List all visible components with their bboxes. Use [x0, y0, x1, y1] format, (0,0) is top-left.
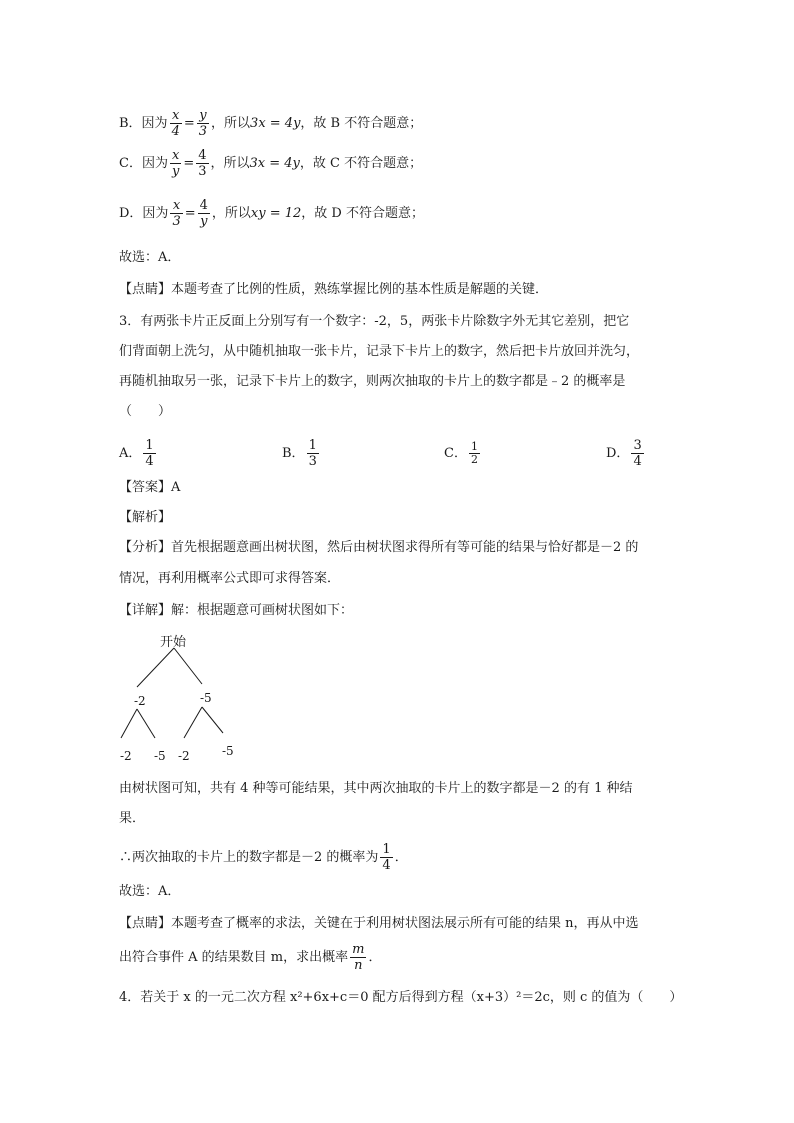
denominator: 4 [171, 124, 180, 139]
numerator: 1 [382, 842, 391, 857]
choice-c [444, 441, 482, 466]
denominator: 4 [145, 454, 154, 469]
analysis-line-2: 情况，再利用概率公式即可求得答案． [119, 571, 341, 586]
denominator: y [200, 214, 208, 229]
result-line-1: 由树状图可知，共有 4 种等可能结果，其中两次抽取的卡片上的数字都是－2 的有 1 种结 [119, 781, 633, 796]
choice-b [282, 438, 321, 469]
fraction [350, 942, 366, 973]
tree-branch [202, 707, 223, 733]
tree-node-label: -5 [200, 691, 212, 705]
tree-branch [137, 709, 155, 738]
numerator: x [170, 148, 181, 164]
choice-label: B． [282, 446, 305, 461]
point-note: 【点睛】本题考查了比例的性质，熟练掌握比例的基本性质是解题的关键． [119, 282, 549, 297]
equals: = [183, 116, 195, 131]
text: ∴两次抽取的卡片上的数字都是－2 的概率为 [119, 850, 379, 865]
numerator: 4 [199, 198, 208, 213]
numerator: 4 [198, 148, 207, 163]
numerator: x [170, 198, 182, 214]
text: ，故 B 不符合题意； [300, 116, 423, 131]
result-line-2: 果． [119, 811, 146, 826]
text: ，所以 [211, 206, 251, 221]
denominator: n [354, 958, 363, 973]
question-3-line-2: 们背面朝上洗匀，从中随机抽取一张卡片，记录下卡片上的数字，然后把卡片放回并洗匀， [119, 344, 640, 359]
tree-leaf-label: -2 [178, 749, 190, 763]
text: ，故 C 不符合题意； [299, 156, 423, 171]
analysis-heading: 【解析】 [119, 510, 172, 525]
fraction [631, 438, 643, 469]
text: ，所以 [210, 156, 250, 171]
denominator: 3 [172, 214, 181, 229]
fraction [143, 438, 155, 469]
denominator: 3 [198, 164, 207, 179]
option-d-explanation [119, 198, 424, 229]
tree-branch [174, 648, 202, 684]
text: ． [368, 950, 382, 965]
answer-line: 【答案】A [119, 480, 181, 495]
detail-line: 【详解】解：根据题意可画树状图如下： [119, 603, 354, 618]
choice-label: A． [119, 446, 142, 461]
math-expression: 3x = 4y [250, 116, 301, 131]
numerator: 1 [470, 440, 478, 453]
question-4: 4．若关于 x 的一元二次方程 x²+6x+c＝0 配方后得到方程（x+3）²＝2c，则 c 的值为（ ） [119, 990, 683, 1005]
equals: = [184, 206, 196, 221]
option-b-explanation [119, 108, 422, 139]
denominator: 4 [382, 858, 391, 873]
choice-label: C． [444, 446, 467, 461]
math-expression: 3x = 4y [249, 156, 300, 171]
numerator: y [197, 108, 209, 124]
fraction [170, 198, 182, 229]
tree-leaf-label: -5 [154, 749, 166, 763]
point-note-2-line-2 [119, 942, 381, 973]
choice-label: D． [606, 446, 630, 461]
choice-d [606, 438, 646, 469]
tree-branch [137, 648, 174, 687]
question-3-line-4: （ ） [119, 404, 172, 419]
denominator: 2 [470, 453, 478, 466]
denominator: 3 [198, 124, 208, 139]
numerator: 3 [633, 438, 642, 453]
fraction [170, 148, 181, 179]
text: ，故 D 不符合题意； [301, 206, 424, 221]
numerator: 1 [145, 438, 154, 453]
numerator: x [170, 108, 182, 124]
choice-a [119, 438, 158, 469]
denominator: y [171, 164, 180, 179]
choose-line: 故选：A． [119, 250, 181, 265]
tree-leaf-label: -5 [222, 744, 234, 758]
fraction [196, 148, 208, 179]
probability-line [119, 842, 408, 873]
option-c-explanation [119, 148, 422, 179]
text: ，所以 [211, 116, 251, 131]
denominator: 3 [308, 454, 317, 469]
tree-root-label: 开始 [160, 635, 187, 650]
equals: = [183, 156, 195, 171]
option-label: B．因为 [119, 116, 168, 131]
fraction [380, 842, 392, 873]
text: ． [394, 850, 408, 865]
math-expression: xy = 12 [250, 206, 302, 221]
tree-branch [184, 707, 202, 738]
option-label: C．因为 [119, 156, 168, 171]
fraction [307, 438, 319, 469]
text: 出符合事件 A 的结果数目 m，求出概率 [119, 950, 349, 965]
tree-leaf-label: -2 [120, 749, 132, 763]
choose-line-2: 故选：A． [119, 884, 181, 899]
option-label: D．因为 [119, 206, 169, 221]
fraction [198, 198, 210, 229]
numerator: 1 [308, 438, 317, 453]
denominator: 4 [633, 454, 642, 469]
fraction [170, 108, 182, 139]
numerator: m [352, 942, 365, 957]
fraction [469, 441, 480, 466]
fraction [197, 108, 209, 139]
question-3-line-1: 3．有两张卡片正反面上分别写有一个数字：-2，5，两张卡片除数字外无其它差别，把它 [119, 314, 630, 329]
analysis-line-1: 【分析】首先根据题意画出树状图，然后由树状图求得所有等可能的结果与恰好都是－2 的 [119, 540, 639, 555]
tree-node-label: -2 [134, 694, 146, 708]
tree-branch [121, 709, 137, 738]
point-note-2-line-1: 【点睛】本题考查了概率的求法，关键在于利用树状图法展示所有可能的结果 n，再从中选 [119, 916, 639, 931]
question-3-line-3: 再随机抽取另一张，记录下卡片上的数字，则两次抽取的卡片上的数字都是﹣2 的概率是 [119, 374, 626, 389]
